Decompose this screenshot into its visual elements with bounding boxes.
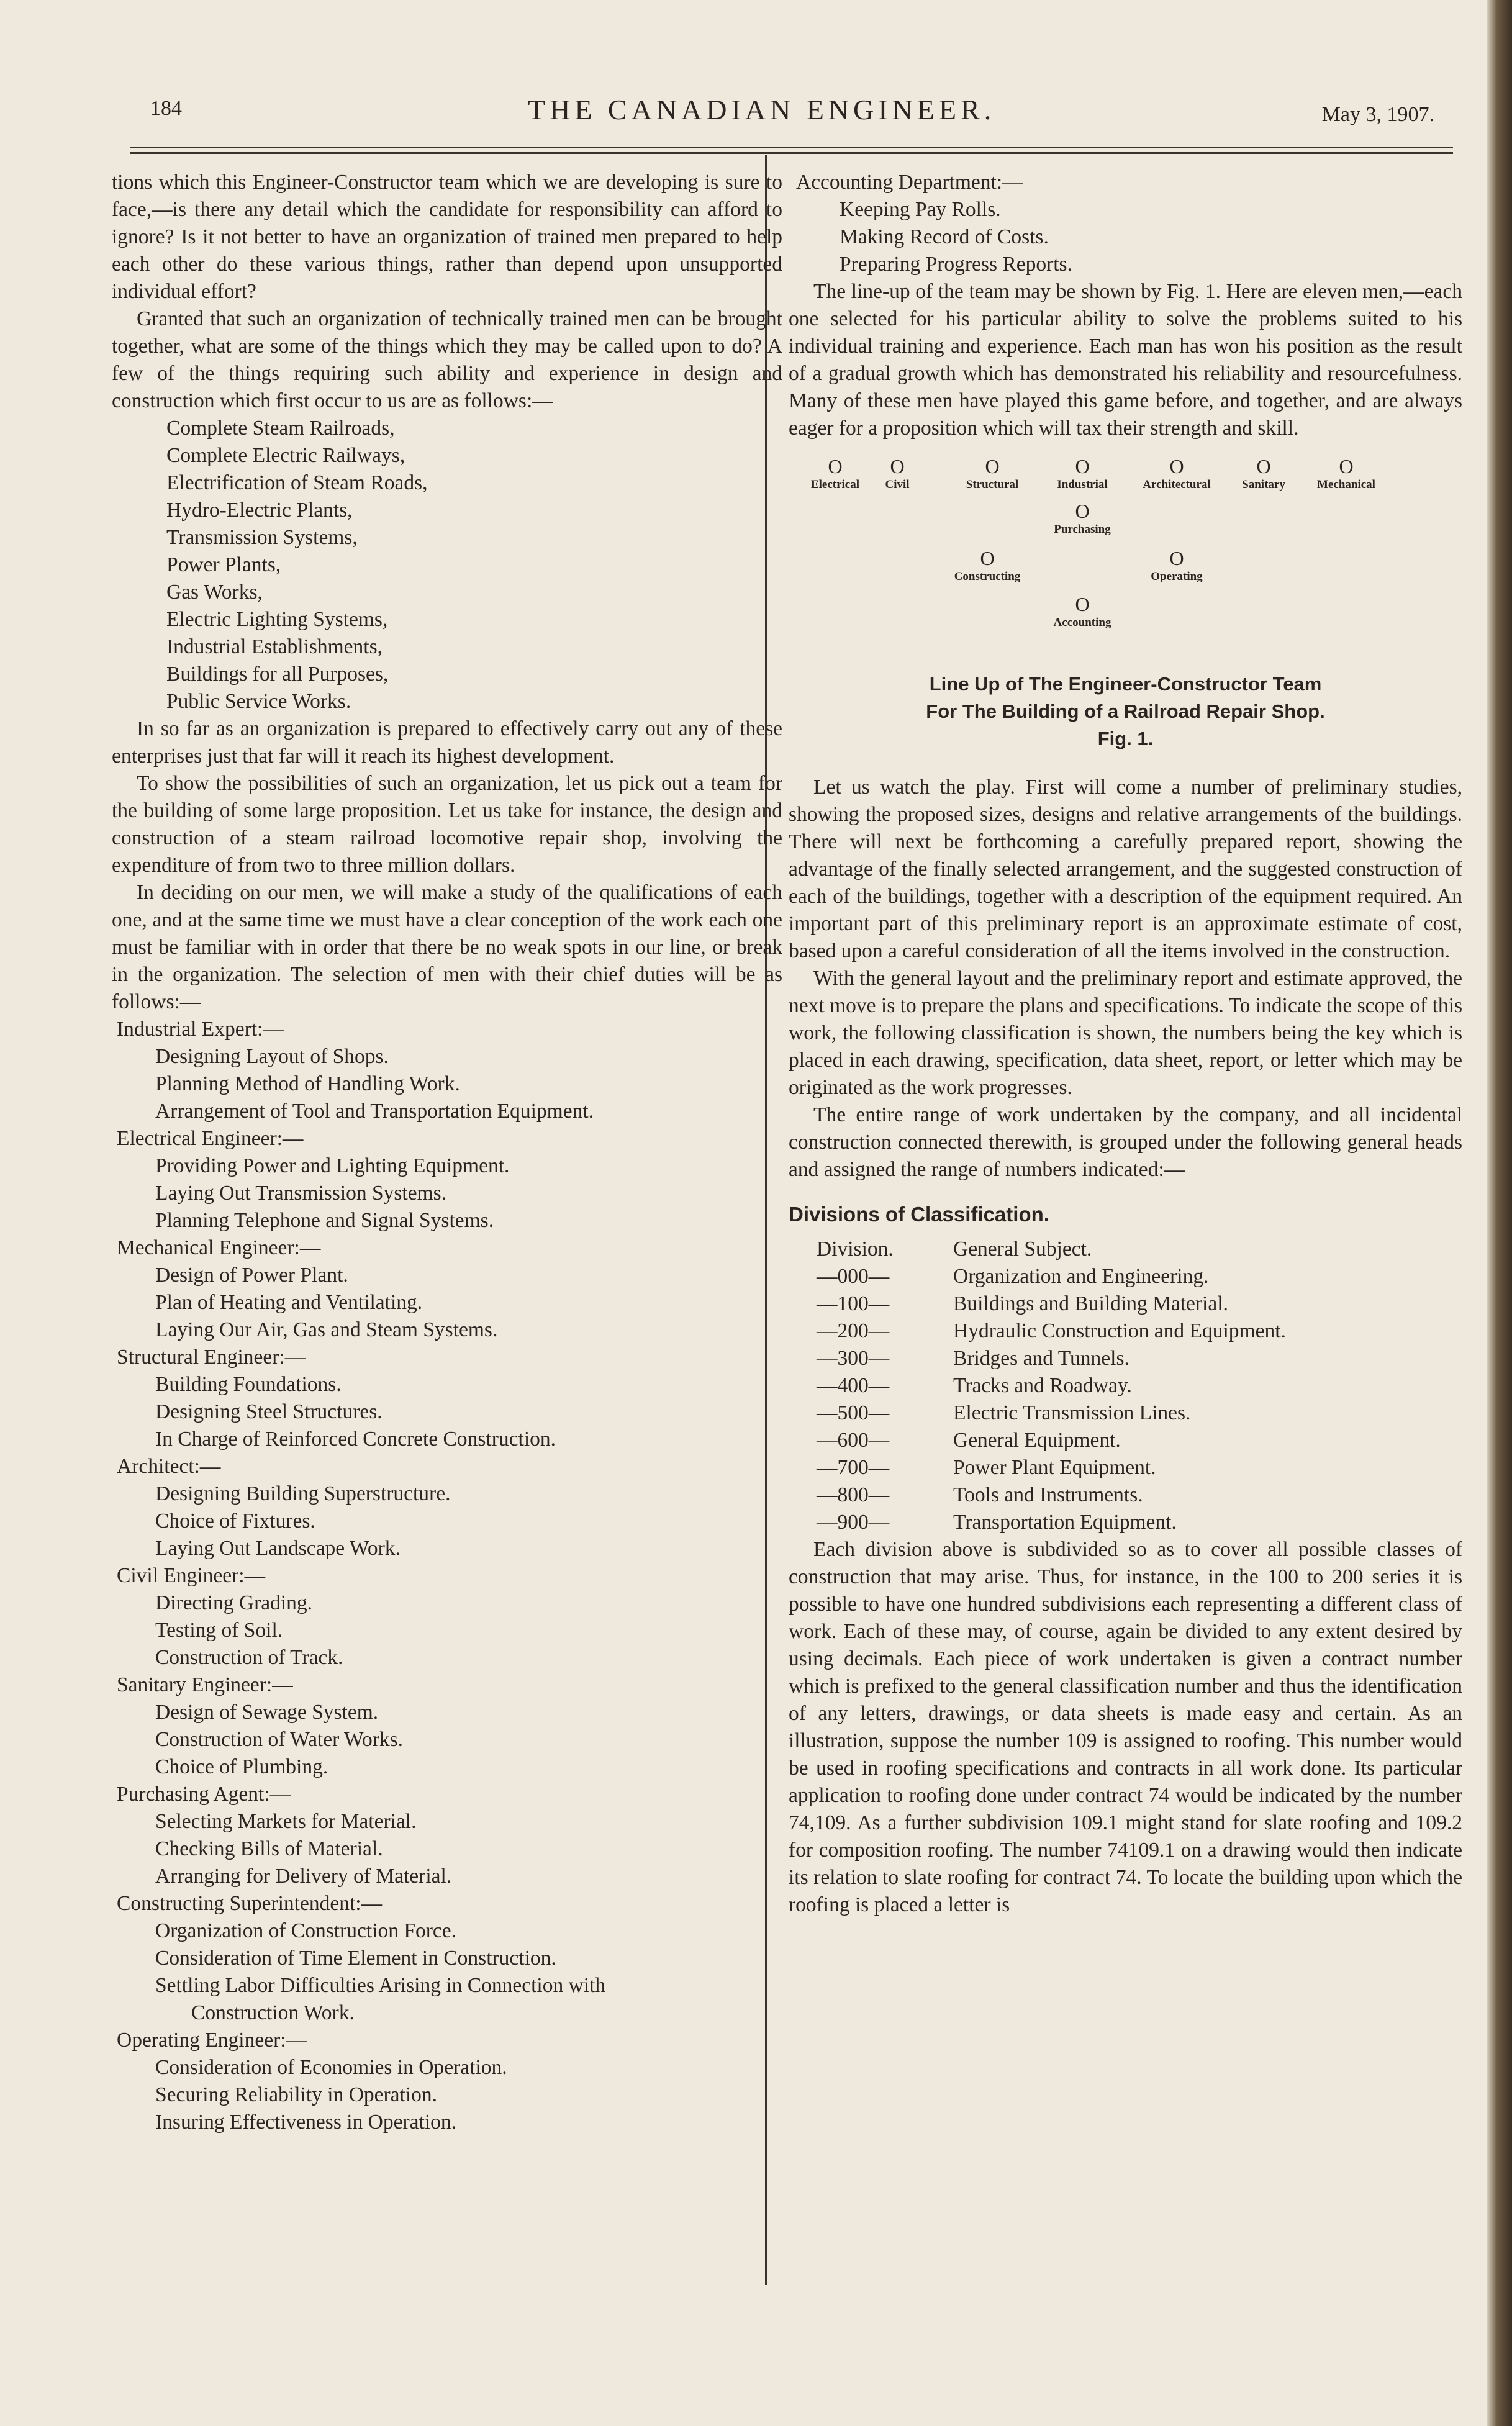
role-purchasing-agent — [112, 1781, 782, 1890]
role-architect — [112, 1453, 782, 1562]
player-marker: O — [1339, 455, 1354, 478]
player-marker: O — [1075, 455, 1090, 478]
division-number: —700— — [817, 1456, 890, 1479]
division-number: —800— — [817, 1483, 890, 1506]
division-subject: Buildings and Building Material. — [953, 1292, 1228, 1315]
accounting-duty: Preparing Progress Reports. — [840, 253, 1072, 276]
division-row — [817, 1482, 1462, 1509]
division-subject: Transportation Equipment. — [953, 1511, 1177, 1534]
role-duty: Providing Power and Lighting Equipment. — [155, 1154, 510, 1177]
player-marker: O — [1075, 500, 1090, 522]
role-industrial-expert — [112, 1016, 782, 1125]
play-paragraph: Let us watch the play. First will come a number of preliminary studies, showing the proposed sizes, designs and relative arrangements of the buildings. There will next be forthcoming a carefully prepared report, showing the advantage of the finally selected arrangement, and the suggested construction of each of the buildings, together with a description of the equipment required. An important part of this preliminary report is an approximate estimate of cost, based upon a careful consideration of all the items involved in the construction. — [789, 776, 1462, 962]
role-duty: Laying Our Air, Gas and Steam Systems. — [155, 1318, 498, 1341]
role-duty: Securing Reliability in Operation. — [155, 2083, 438, 2106]
figure-node-operating — [1121, 548, 1233, 585]
role-duty: Designing Layout of Shops. — [155, 1045, 389, 1068]
role-title: Constructing Superintendent:— — [117, 1892, 383, 1915]
figure-node-mechanical — [1290, 456, 1402, 493]
range-paragraph: The entire range of work undertaken by the company, and all incidental construction connected therewith, is grouped under the following general heads and assigned the range of numbers indicated:— — [789, 1103, 1462, 1181]
divisions-heading: Divisions of Classification. — [789, 1203, 1049, 1226]
division-row — [817, 1454, 1462, 1482]
node-label: Operating — [1151, 570, 1203, 583]
enterprise-item: Public Service Works. — [166, 690, 351, 713]
role-duty: Laying Out Transmission Systems. — [155, 1182, 447, 1205]
role-title: Structural Engineer:— — [117, 1346, 306, 1369]
divisions-table — [817, 1236, 1462, 1536]
enterprise-item: Buildings for all Purposes, — [166, 663, 389, 686]
role-operating-engineer — [112, 2027, 782, 2136]
journal-title: THE CANADIAN ENGINEER. — [528, 94, 996, 125]
right-column — [789, 169, 1462, 1919]
figure-node-constructing — [931, 548, 1043, 585]
node-label: Architectural — [1143, 478, 1211, 491]
role-duty: Organization of Construction Force. — [155, 1919, 457, 1942]
role-duty: Building Foundations. — [155, 1373, 342, 1396]
caption-line: Fig. 1. — [1097, 728, 1154, 749]
division-row — [817, 1372, 1462, 1400]
figure-node-purchasing — [1026, 500, 1138, 538]
division-number: —200— — [817, 1319, 890, 1342]
division-row — [817, 1345, 1462, 1372]
role-title: Purchasing Agent:— — [117, 1783, 291, 1806]
role-mechanical-engineer — [112, 1234, 782, 1344]
role-duty: Planning Telephone and Signal Systems. — [155, 1209, 494, 1232]
intro-paragraph: tions which this Engineer-Constructor team which we are developing is sure to face,—is there any detail which the candidate for responsibility can afford to ignore? Is it not better to have an organization of trained men prepared to help each other do these various things, rather than depend upon unsupported individual effort? — [112, 171, 782, 303]
role-duty: Design of Power Plant. — [155, 1264, 348, 1287]
page-binding-edge — [1487, 0, 1512, 2426]
role-duty: Designing Steel Structures. — [155, 1400, 383, 1423]
role-duty: Designing Building Superstructure. — [155, 1482, 451, 1505]
player-marker: O — [1256, 455, 1271, 478]
division-row — [817, 1427, 1462, 1454]
node-label: Mechanical — [1317, 478, 1375, 491]
player-marker: O — [1075, 593, 1090, 615]
deciding-paragraph: In deciding on our men, we will make a study of the qualifications of each one, and at the same time we must have a clear conception of the work each one must be familiar with in order that there be no weak spots in our line, or break in the organization. The selection of men with their chief duties will be as follows:— — [112, 881, 782, 1013]
enterprise-item: Complete Steam Railroads, — [166, 417, 395, 440]
role-duty: Arranging for Delivery of Material. — [155, 1865, 452, 1888]
node-label: Civil — [885, 478, 910, 491]
role-constructing-superintendent — [112, 1890, 782, 2027]
division-number: —400— — [817, 1374, 890, 1397]
so-far-paragraph: In so far as an organization is prepared to effectively carry out any of these enterprises just that far will it reach its highest development. — [112, 717, 782, 767]
enterprise-item: Electrification of Steam Roads, — [166, 471, 428, 494]
role-title: Civil Engineer:— — [117, 1564, 266, 1587]
node-label: Structural — [966, 478, 1019, 491]
division-row — [817, 1509, 1462, 1536]
division-number: —000— — [817, 1265, 890, 1288]
enterprise-item: Gas Works, — [166, 581, 263, 604]
player-marker: O — [828, 455, 843, 478]
division-number: —100— — [817, 1292, 890, 1315]
page-header — [143, 93, 1447, 137]
page-number: 184 — [150, 97, 182, 120]
player-marker: O — [1169, 455, 1184, 478]
enterprise-list — [112, 415, 782, 715]
role-title: Electrical Engineer:— — [117, 1127, 304, 1150]
enterprise-item: Industrial Establishments, — [166, 635, 383, 658]
accounting-duty: Making Record of Costs. — [840, 225, 1049, 248]
division-row — [817, 1290, 1462, 1318]
division-subject: General Equipment. — [953, 1429, 1121, 1452]
header-rule-top — [130, 147, 1453, 148]
role-title: Operating Engineer:— — [117, 2029, 307, 2052]
header-rule-bottom — [130, 152, 1453, 154]
division-subject: Tools and Instruments. — [953, 1483, 1143, 1506]
role-duty: Choice of Fixtures. — [155, 1509, 315, 1532]
enterprise-item: Transmission Systems, — [166, 526, 358, 549]
role-duty: Consideration of Time Element in Construction. — [155, 1947, 556, 1970]
node-label: Industrial — [1057, 478, 1108, 491]
node-label: Constructing — [954, 570, 1021, 583]
role-duty: Planning Method of Handling Work. — [155, 1072, 460, 1095]
issue-date: May 3, 1907. — [1321, 103, 1434, 126]
enterprise-item: Hydro-Electric Plants, — [166, 499, 353, 522]
accounting-duty: Keeping Pay Rolls. — [840, 198, 1001, 221]
role-duty: Plan of Heating and Ventilating. — [155, 1291, 423, 1314]
player-marker: O — [890, 455, 905, 478]
enterprise-item: Power Plants, — [166, 553, 281, 576]
role-duty: Checking Bills of Material. — [155, 1837, 383, 1860]
node-label: Accounting — [1053, 616, 1111, 629]
layout-paragraph: With the general layout and the preliminary report and estimate approved, the next move is to prepare the plans and specifications. To indicate the scope of this work, the following classification is shown, the numbers being the key which is placed in each drawing, specification, data sheet, report, or letter which may be originated as the work progresses. — [789, 967, 1462, 1099]
caption-line: Line Up of The Engineer-Constructor Team — [929, 673, 1322, 695]
division-subject: Electric Transmission Lines. — [953, 1401, 1191, 1424]
accounting-title: Accounting Department:— — [796, 171, 1023, 194]
role-electrical-engineer — [112, 1125, 782, 1234]
subject-column-header: General Subject. — [953, 1238, 1092, 1261]
player-marker: O — [980, 547, 995, 569]
role-duty: Consideration of Economies in Operation. — [155, 2056, 507, 2079]
role-duty-continuation: Construction Work. — [191, 2001, 355, 2024]
role-title: Architect:— — [117, 1455, 221, 1478]
role-structural-engineer — [112, 1344, 782, 1453]
role-duty: Testing of Soil. — [155, 1619, 283, 1642]
role-title: Sanitary Engineer:— — [117, 1673, 293, 1696]
role-duty: Selecting Markets for Material. — [155, 1810, 417, 1833]
role-sanitary-engineer — [112, 1672, 782, 1781]
enterprise-item: Electric Lighting Systems, — [166, 608, 388, 631]
figure-node-accounting — [1026, 594, 1138, 631]
division-subject: Bridges and Tunnels. — [953, 1347, 1129, 1370]
role-duty: Settling Labor Difficulties Arising in Connection with — [155, 1974, 606, 1997]
division-subject: Organization and Engineering. — [953, 1265, 1209, 1288]
role-duty: Construction of Water Works. — [155, 1728, 404, 1751]
node-label: Electrical — [810, 478, 860, 491]
role-duty: Insuring Effectiveness in Operation. — [155, 2111, 456, 2134]
division-number: —300— — [817, 1347, 890, 1370]
player-marker: O — [1169, 547, 1184, 569]
granted-paragraph: Granted that such an organization of technically trained men can be brought together, what are some of the things which they may be called upon to do? A few of the things requiring such ability and experience in design and construction which first occur to us are as follows:— — [112, 307, 782, 412]
subdivision-paragraph: Each division above is subdivided so as to cover all possible classes of construction that may arise. Thus, for instance, in the 100 to 200 series it is possible to have one hundred subdivisions each representing a different class of work. Each of these may, of course, again be divided to any extent desired by using decimals. Each piece of work undertaken is given a contract number which is prefixed to the general classification number and thus the identification of any letters, drawings, or data sheets is made easy and certain. As an illustration, suppose the number 109 is assigned to roofing. This number would be used in roofing specifications and contracts in all work done. Its particular application to roofing done under contract 74 would be indicated by the number 74,109. As a further subdivision 109.1 might stand for slate roofing and 109.2 for composition roofing. The number 74109.1 on a drawing would then indicate its relation to slate roofing for contract 74. To locate the building upon which the roofing is placed a letter is — [789, 1538, 1462, 1916]
role-duty: Choice of Plumbing. — [155, 1755, 328, 1778]
divisions-header-row — [817, 1236, 1462, 1263]
role-title: Mechanical Engineer:— — [117, 1236, 321, 1259]
player-marker: O — [985, 455, 1000, 478]
enterprise-item: Complete Electric Railways, — [166, 444, 405, 467]
role-list — [112, 1016, 782, 2136]
left-column — [112, 169, 782, 2136]
division-row — [817, 1400, 1462, 1427]
role-title: Industrial Expert:— — [117, 1018, 284, 1041]
caption-line: For The Building of a Railroad Repair Shop. — [926, 700, 1325, 722]
division-number: —600— — [817, 1429, 890, 1452]
role-duty: Laying Out Landscape Work. — [155, 1537, 401, 1560]
division-row — [817, 1318, 1462, 1345]
division-subject: Hydraulic Construction and Equipment. — [953, 1319, 1286, 1342]
lineup-paragraph: The line-up of the team may be shown by Fig. 1. Here are eleven men,—each one selected for his particular ability to solve the problems suited to his individual training and experience. Each man has won his position as the result of a gradual growth which has demonstrated his reliability and resourcefulness. Many of these men have played this game before, and together, and are always eager for a proposition which will tax their strength and skill. — [789, 280, 1462, 440]
accounting-department — [789, 169, 1462, 278]
role-duty: Construction of Track. — [155, 1646, 343, 1669]
possibilities-paragraph: To show the possibilities of such an organization, let us pick out a team for the building of some large proposition. Let us take for instance, the design and construction of a steam railroad locomotive repair shop, involving the expenditure of from two to three million dollars. — [112, 772, 782, 877]
figure-caption — [789, 671, 1462, 753]
division-row — [817, 1263, 1462, 1290]
node-label: Sanitary — [1242, 478, 1285, 491]
division-subject: Tracks and Roadway. — [953, 1374, 1132, 1397]
division-subject: Power Plant Equipment. — [953, 1456, 1156, 1479]
node-label: Purchasing — [1054, 523, 1111, 536]
division-number: —900— — [817, 1511, 890, 1534]
division-number: —500— — [817, 1401, 890, 1424]
role-duty: Design of Sewage System. — [155, 1701, 379, 1724]
role-duty: In Charge of Reinforced Concrete Construction. — [155, 1428, 556, 1451]
team-lineup-figure — [789, 456, 1462, 667]
role-duty: Directing Grading. — [155, 1591, 313, 1614]
role-duty: Arrangement of Tool and Transportation Equipment. — [155, 1100, 594, 1123]
role-civil-engineer — [112, 1562, 782, 1672]
division-column-header: Division. — [817, 1238, 894, 1261]
